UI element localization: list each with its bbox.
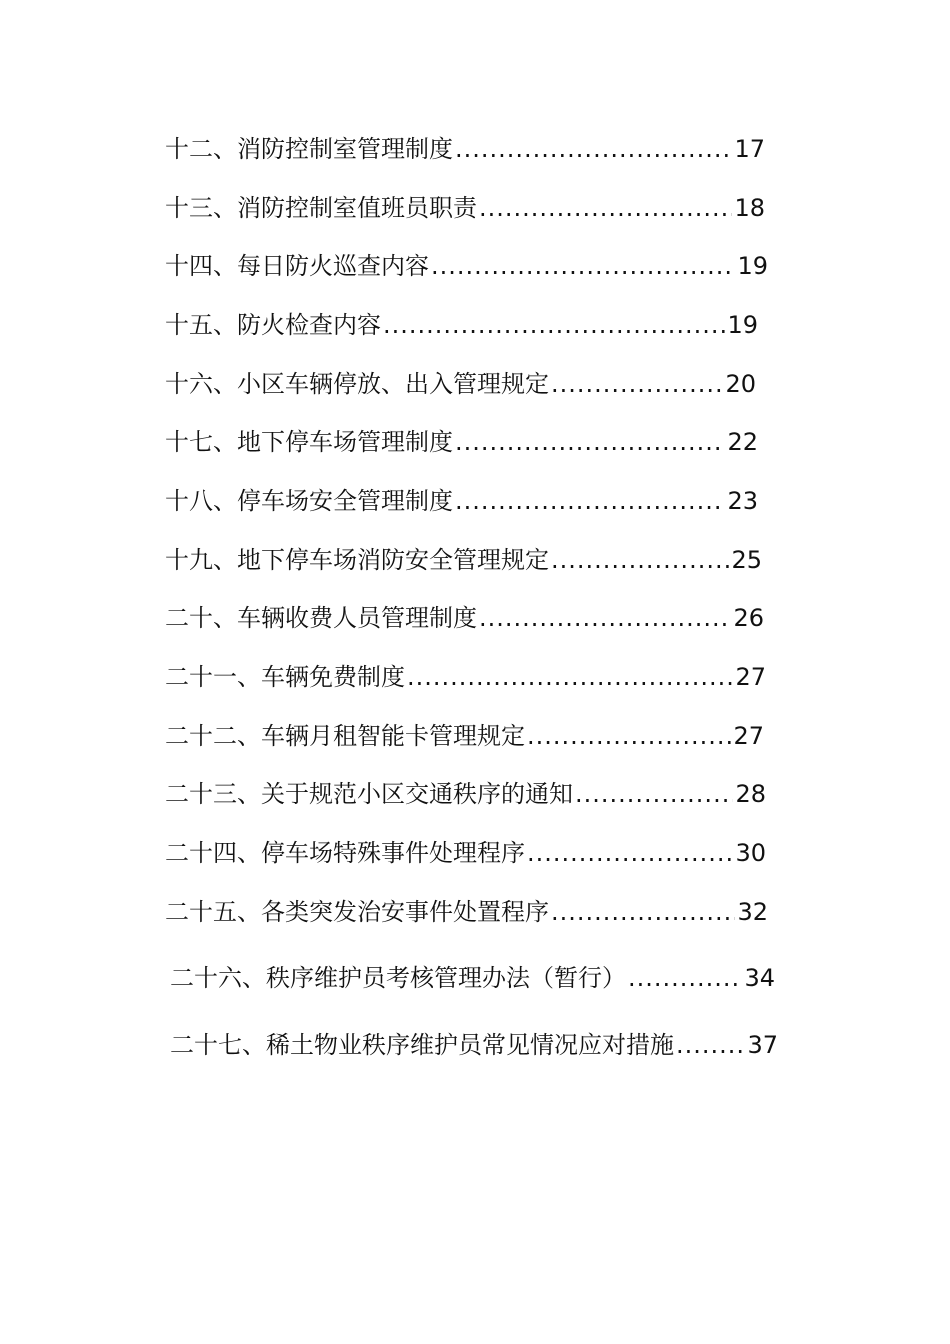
toc-entry-15[interactable] xyxy=(165,300,758,340)
toc-entry-page: 18 xyxy=(734,194,765,222)
toc-dot-leader xyxy=(455,486,725,516)
toc-dot-leader xyxy=(575,779,733,809)
toc-dot-leader xyxy=(431,251,735,281)
toc-entry-title: 十九、地下停车场消防安全管理规定 xyxy=(165,546,549,574)
toc-dot-leader xyxy=(479,193,732,223)
toc-entry-title: 十四、每日防火巡查内容 xyxy=(165,252,429,280)
toc-entry-page: 32 xyxy=(737,898,768,926)
toc-entry-page: 28 xyxy=(735,780,766,808)
toc-dot-leader xyxy=(551,897,735,927)
toc-entry-title: 二十一、车辆免费制度 xyxy=(165,663,405,691)
toc-entry-page: 25 xyxy=(731,546,762,574)
toc-entry-page: 17 xyxy=(734,135,765,163)
toc-entry-page: 30 xyxy=(735,839,766,867)
toc-entry-16[interactable] xyxy=(165,359,756,399)
toc-dot-leader xyxy=(551,369,723,399)
toc-entry-title: 二十三、关于规范小区交通秩序的通知 xyxy=(165,780,573,808)
toc-entry-title: 二十六、秩序维护员考核管理办法（暂行） xyxy=(170,964,626,992)
toc-entry-page: 26 xyxy=(733,604,764,632)
toc-entry-19[interactable] xyxy=(165,535,762,575)
toc-entry-13[interactable] xyxy=(165,183,765,223)
toc-entry-21[interactable] xyxy=(165,652,766,692)
toc-entry-22[interactable] xyxy=(165,711,764,751)
toc-entry-page: 22 xyxy=(727,428,758,456)
toc-entry-title: 二十四、停车场特殊事件处理程序 xyxy=(165,839,525,867)
toc-dot-leader xyxy=(527,838,733,868)
toc-dot-leader xyxy=(628,963,742,993)
toc-dot-leader xyxy=(479,603,731,633)
toc-dot-leader xyxy=(383,310,725,340)
toc-entry-23[interactable] xyxy=(165,769,766,809)
toc-entry-page: 27 xyxy=(733,722,764,750)
toc-entry-25[interactable] xyxy=(165,887,768,927)
toc-entry-20[interactable] xyxy=(165,593,764,633)
toc-entry-14[interactable] xyxy=(165,241,768,281)
toc-entry-page: 23 xyxy=(727,487,758,515)
toc-entry-page: 27 xyxy=(735,663,766,691)
toc-entry-18[interactable] xyxy=(165,476,758,516)
toc-entry-page: 20 xyxy=(725,370,756,398)
toc-entry-page: 34 xyxy=(744,964,775,992)
toc-entry-26[interactable] xyxy=(170,953,775,993)
toc-entry-title: 二十五、各类突发治安事件处置程序 xyxy=(165,898,549,926)
toc-dot-leader xyxy=(455,134,732,164)
toc-entry-24[interactable] xyxy=(165,828,766,868)
toc-entry-page: 37 xyxy=(747,1031,778,1059)
toc-entry-title: 十六、小区车辆停放、出入管理规定 xyxy=(165,370,549,398)
toc-entry-title: 二十二、车辆月租智能卡管理规定 xyxy=(165,722,525,750)
toc-entry-title: 二十七、稀土物业秩序维护员常见情况应对措施 xyxy=(170,1031,674,1059)
toc-dot-leader xyxy=(455,427,725,457)
toc-entry-12[interactable] xyxy=(165,124,765,164)
toc-entry-page: 19 xyxy=(737,252,768,280)
toc-entry-title: 十三、消防控制室值班员职责 xyxy=(165,194,477,222)
toc-entry-title: 二十、车辆收费人员管理制度 xyxy=(165,604,477,632)
toc-entry-page: 19 xyxy=(727,311,758,339)
toc-entry-title: 十五、防火检查内容 xyxy=(165,311,381,339)
toc-entry-title: 十二、消防控制室管理制度 xyxy=(165,135,453,163)
toc-dot-leader xyxy=(407,662,733,692)
toc-entry-27[interactable] xyxy=(170,1020,778,1060)
toc-entry-title: 十七、地下停车场管理制度 xyxy=(165,428,453,456)
toc-dot-leader xyxy=(551,545,729,575)
toc-dot-leader xyxy=(527,721,731,751)
toc-entry-17[interactable] xyxy=(165,417,758,457)
toc-entry-title: 十八、停车场安全管理制度 xyxy=(165,487,453,515)
toc-dot-leader xyxy=(676,1030,745,1060)
